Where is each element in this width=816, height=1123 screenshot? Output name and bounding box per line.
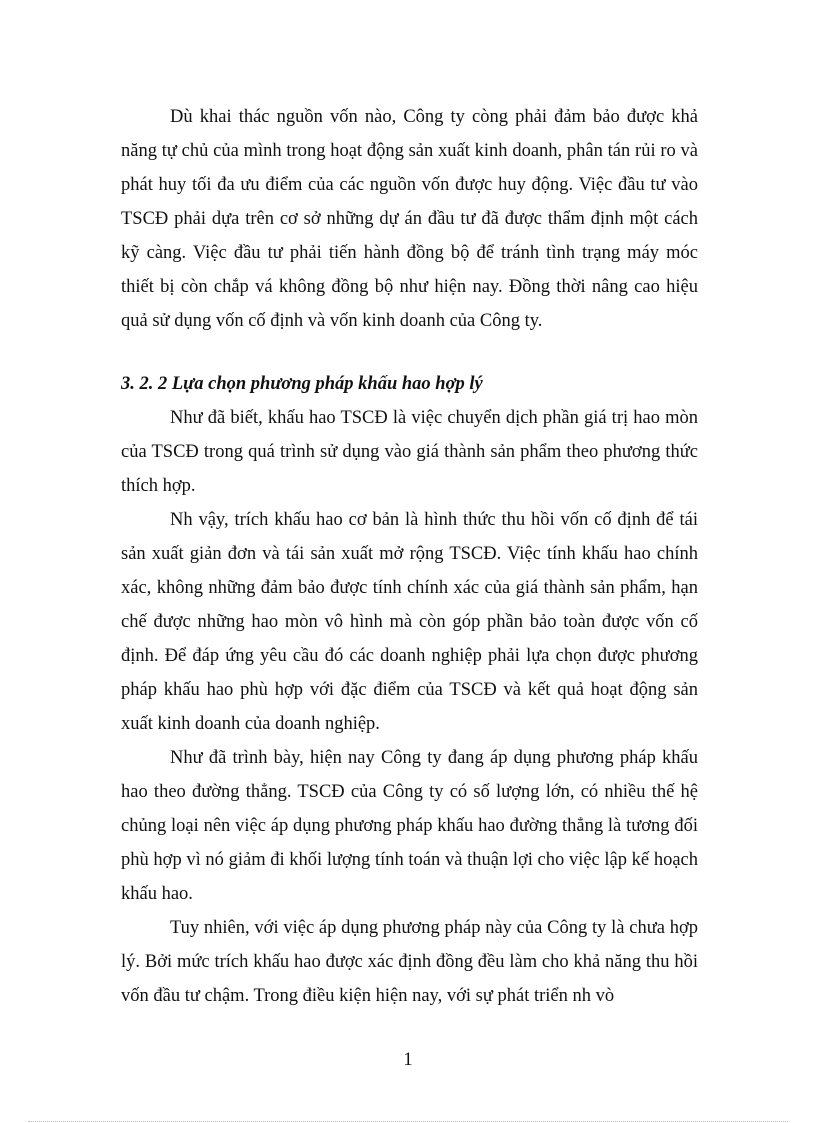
paragraph-capital-autonomy: Dù khai thác nguồn vốn nào, Công ty còng phải đảm bảo được khả năng tự chủ của mình trong hoạt động sản xuất kinh doanh, phân tán rủi ro và phát huy tối đa ưu điểm của các nguồn vốn được huy động. Việc đầu tư vào TSCĐ phải dựa trên cơ sở những dự án đầu tư đã được thẩm định một cách kỹ càng. Việc đầu tư phải tiến hành đồng bộ để tránh tình trạng máy móc thiết bị còn chắp vá không đồng bộ như hiện nay. Đồng thời nâng cao hiệu quả sử dụng vốn cố định và vốn kinh doanh của Công ty. [121,107,698,331]
page-bottom-divider [28,1121,788,1122]
paragraph-method-limitation: Tuy nhiên, với việc áp dụng phương pháp này của Công ty là chưa hợp lý. Bởi mức trích khấu hao được xác định đồng đều làm cho khả năng thu hồi vốn đầu tư chậm. Trong điều kiện hiện nay, với sự phát triển nh vò [121,918,698,1006]
paragraph-straight-line-method: Như đã trình bày, hiện nay Công ty đang áp dụng phương pháp khấu hao theo đường thẳng. TSCĐ của Công ty có số lượng lớn, có nhiều thế hệ chủng loại nên việc áp dụng phương pháp khấu hao đường thẳng là tương đối phù hợp vì nó giảm đi khối lượng tính toán và thuận lợi cho việc lập kế hoạch khấu hao. [121,748,698,904]
page-content [121,100,698,1013]
section-heading: 3. 2. 2 Lựa chọn phương pháp khấu hao hợp lý [121,374,483,394]
page-number: 1 [403,1050,413,1070]
paragraph-depreciation-purpose: Nh vậy, trích khấu hao cơ bản là hình thức thu hồi vốn cố định để tái sản xuất giản đơn và tái sản xuất mở rộng TSCĐ. Việc tính khấu hao chính xác, không những đảm bảo được tính chính xác của giá thành sản phẩm, hạn chế được những hao mòn vô hình mà còn góp phần bảo toàn được vốn cố định. Để đáp ứng yêu cầu đó các doanh nghiệp phải lựa chọn được phương pháp khấu hao phù hợp với đặc điểm của TSCĐ và kết quả hoạt động sản xuất kinh doanh của doanh nghiệp. [121,510,698,734]
paragraph-depreciation-definition: Như đã biết, khấu hao TSCĐ là việc chuyển dịch phần giá trị hao mòn của TSCĐ trong quá trình sử dụng vào giá thành sản phẩm theo phương thức thích hợp. [121,408,698,496]
